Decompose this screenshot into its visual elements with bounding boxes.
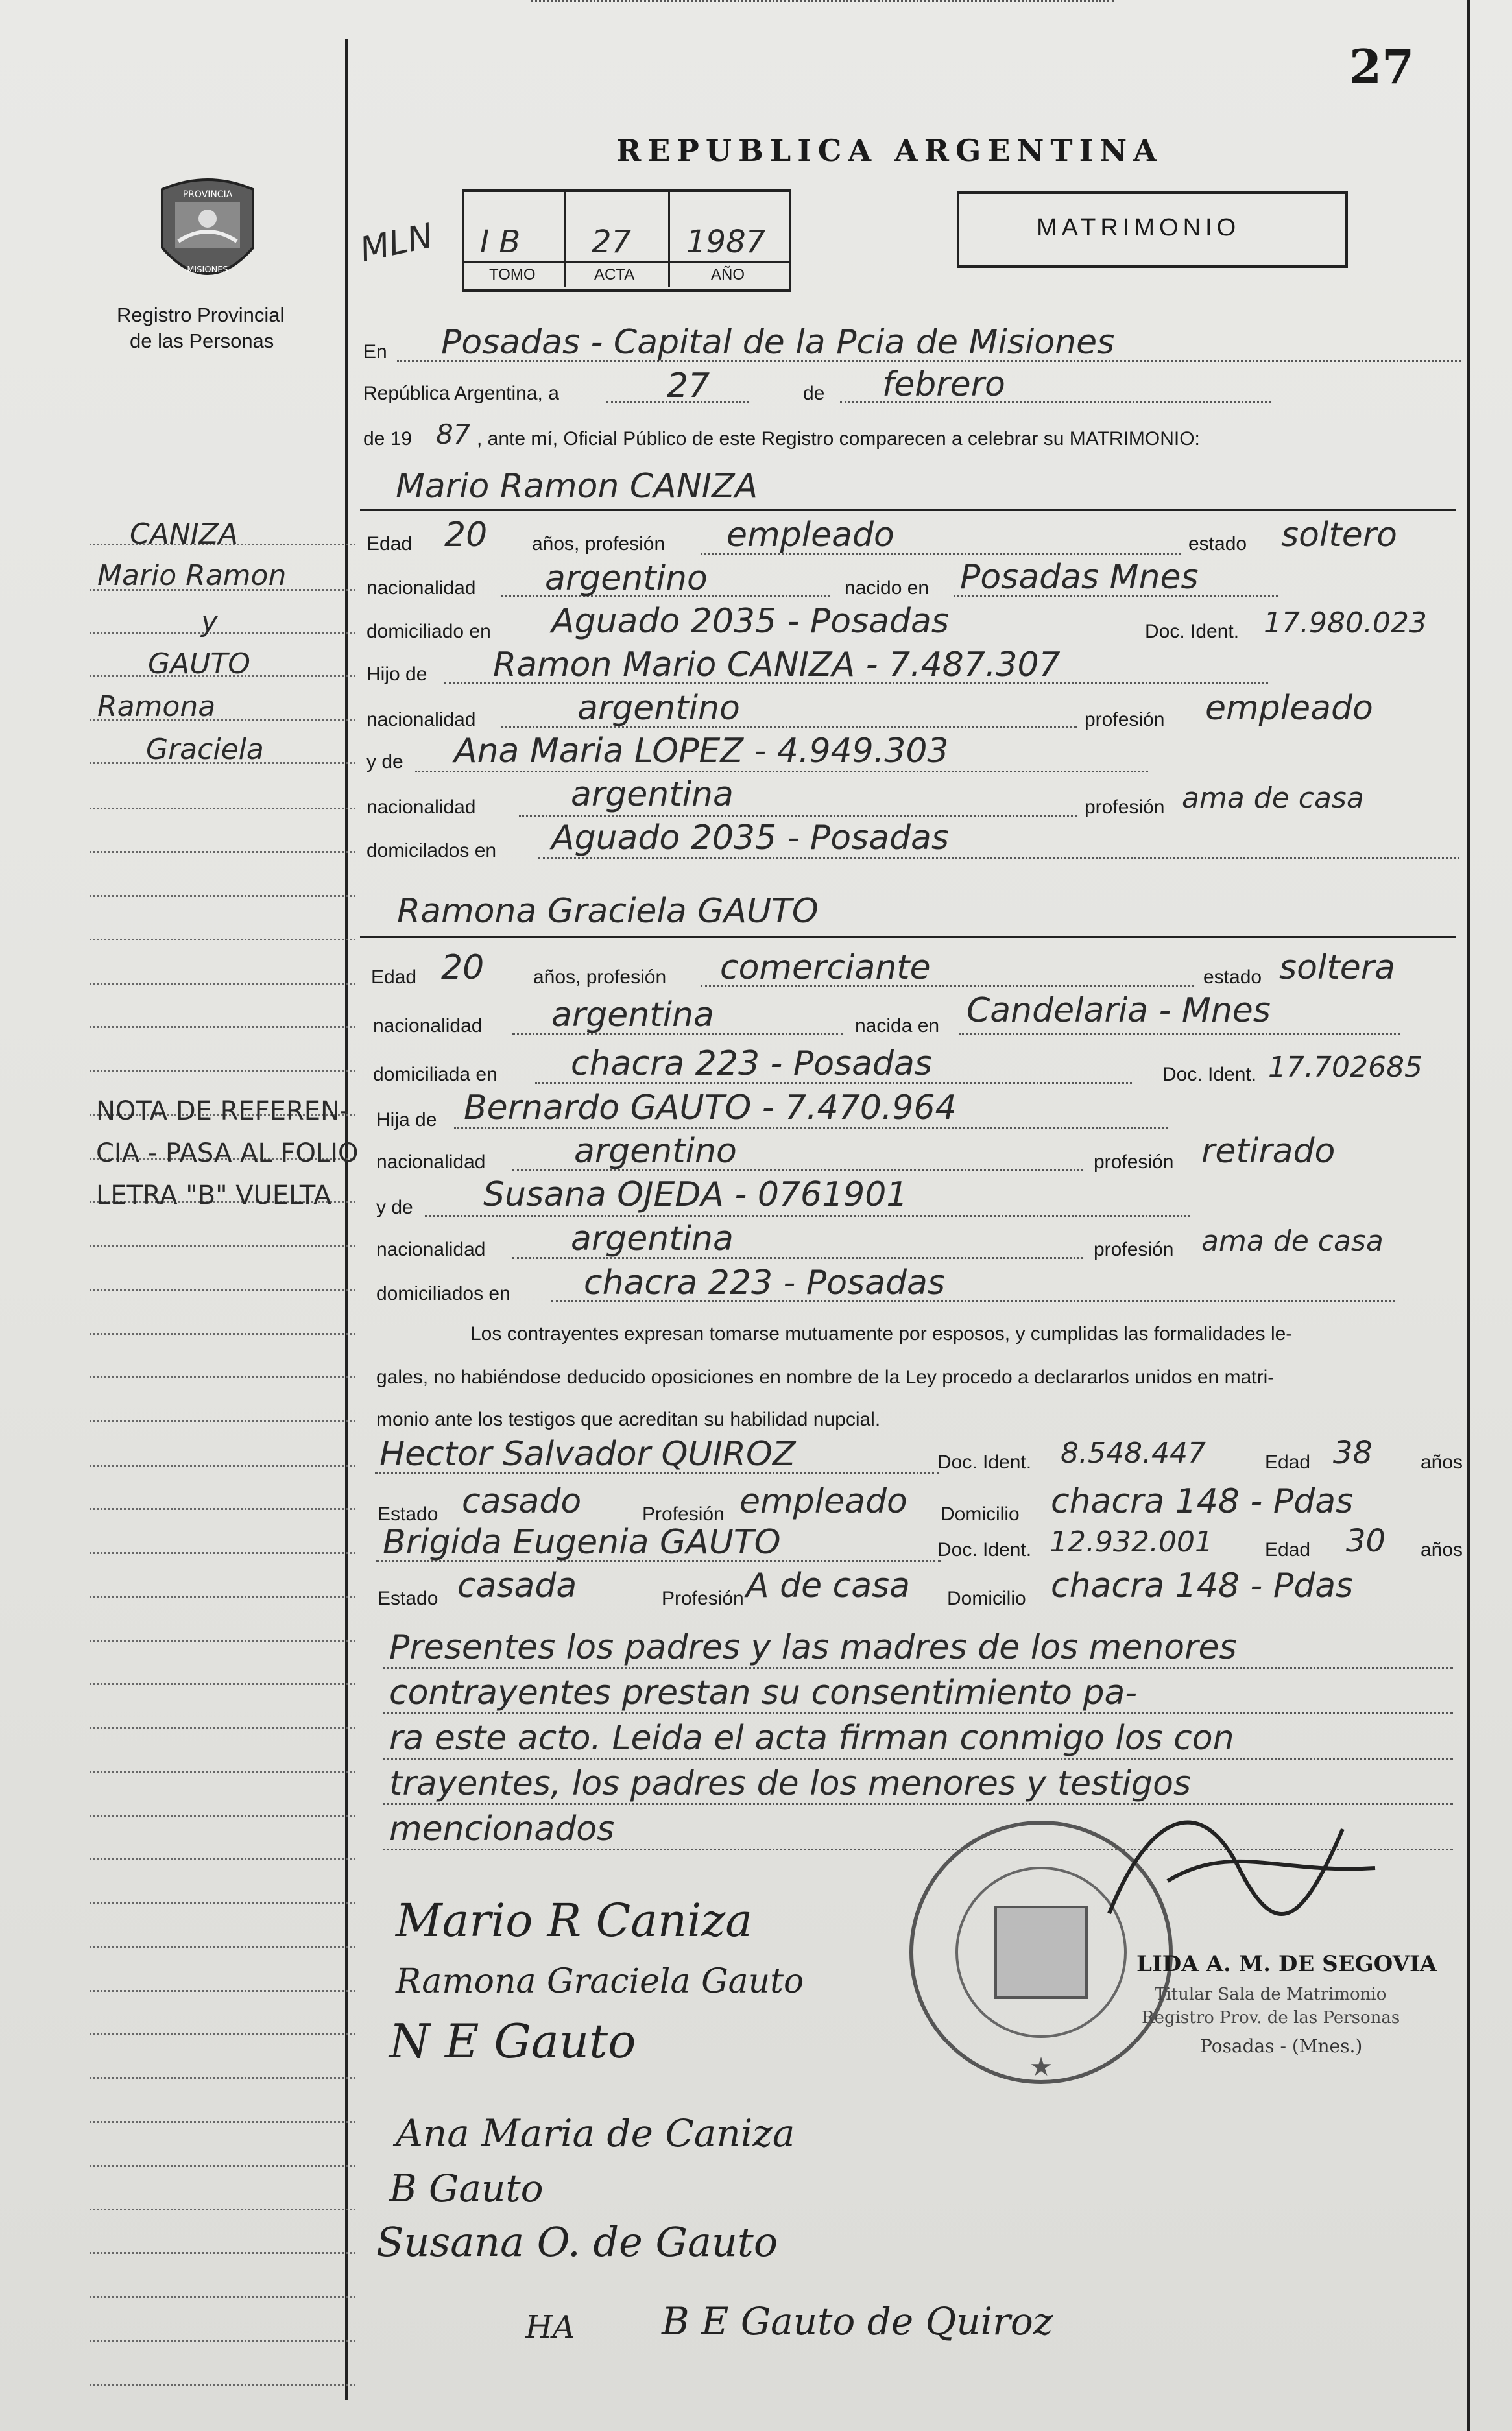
bride-profession: comerciante	[720, 948, 931, 987]
groom-nat-label: nacionalidad	[366, 577, 476, 599]
groom-address: Aguado 2035 - Posadas	[551, 602, 950, 641]
province-seal-icon	[149, 170, 266, 300]
witness2-profession: A de casa	[746, 1566, 911, 1605]
de-label: de	[803, 383, 825, 404]
bride-y-de-label: y de	[376, 1197, 413, 1218]
groom-anos-label: años, profesión	[532, 533, 666, 555]
bride-mother-nat-label: nacionalidad	[376, 1239, 486, 1260]
margin-surname1: CANIZA	[130, 518, 238, 551]
bride-doc-label: Doc. Ident.	[1162, 1064, 1257, 1085]
groom-doc: 17.980.023	[1264, 606, 1427, 640]
groom-edad-label: Edad	[366, 533, 413, 555]
officer-line4: Posadas - (Mnes.)	[1200, 2035, 1363, 2057]
witness2-doc-label: Doc. Ident.	[937, 1539, 1032, 1561]
bride-doc: 17.702685	[1268, 1051, 1422, 1084]
notes-line4: trayentes, los padres de los menores y testigos	[389, 1764, 1191, 1803]
witness1-estado-label: Estado	[378, 1503, 438, 1525]
registry-line2: de las Personas	[130, 329, 274, 352]
bride-father-nat-label: nacionalidad	[376, 1151, 486, 1173]
day: 27	[667, 366, 710, 405]
witness2-status: casada	[457, 1566, 577, 1605]
margin-first1: Mario Ramon	[97, 559, 287, 592]
witness1-edad-label: Edad	[1265, 1452, 1311, 1473]
tomo-value: I B	[480, 224, 521, 260]
notes-line3: ra este acto. Leida el acta firman conmigo los con	[389, 1719, 1234, 1758]
signature-witness1: N E Gauto	[389, 2014, 636, 2068]
groom-estado-label: estado	[1188, 533, 1247, 555]
bride-father: Bernardo GAUTO - 7.470.964	[464, 1088, 957, 1127]
witness1-prof-label: Profesión	[642, 1503, 725, 1525]
groom-age: 20	[444, 516, 488, 555]
intro-text: , ante mí, Oficial Público de este Registro comparecen a celebrar su MATRIMONIO:	[477, 428, 1200, 449]
margin-y: y	[201, 605, 219, 638]
witness1-address: chacra 148 - Pdas	[1051, 1482, 1354, 1521]
witness2-doc: 12.932.001	[1050, 1526, 1213, 1559]
signature-initials: HA	[525, 2309, 575, 2345]
margin-first2b: Graciela	[146, 733, 264, 766]
margin-divider	[345, 39, 348, 2400]
seal-top-text: PROVINCIA	[182, 189, 233, 200]
tomo-label: TOMO	[489, 266, 536, 283]
witness2-anos-label: años	[1421, 1539, 1463, 1561]
groom-mother-nationality: argentina	[571, 775, 734, 814]
witness1-anos-label: años	[1421, 1452, 1463, 1473]
groom-parents-address: Aguado 2035 - Posadas	[551, 819, 950, 857]
groom-birthplace: Posadas Mnes	[960, 558, 1199, 597]
bride-mother: Susana OJEDA - 0761901	[483, 1175, 908, 1214]
bride-edad-label: Edad	[371, 966, 417, 988]
notes-line5: mencionados	[389, 1810, 615, 1849]
groom-nacido-label: nacido en	[845, 577, 930, 599]
bride-nationality: argentina	[551, 996, 714, 1035]
registry-line1: Registro Provincial	[117, 304, 285, 326]
groom-mother: Ana Maria LOPEZ - 4.949.303	[454, 732, 949, 771]
bride-hija-label: Hija de	[376, 1109, 437, 1131]
groom-father-prof-label: profesión	[1085, 709, 1165, 730]
witness1-status: casado	[462, 1482, 582, 1521]
declaration-line2: gales, no habiéndose deducido oposiciones en nombre de la Ley procedo a declararlos unidos en matri-	[376, 1367, 1275, 1388]
margin-note2: CIA - PASA AL FOLIO	[96, 1138, 359, 1168]
witness1-profession: empleado	[739, 1482, 907, 1521]
bride-domiciliados-label: domiciliados en	[376, 1283, 510, 1304]
acta-label: ACTA	[594, 266, 635, 283]
officer-name: LIDA A. M. DE SEGOVIA	[1136, 1951, 1437, 1977]
bride-nat-label: nacionalidad	[373, 1015, 483, 1036]
groom-hijo-label: Hijo de	[366, 664, 427, 685]
witness1-dom-label: Domicilio	[941, 1503, 1020, 1525]
witness2-name: Brigida Eugenia GAUTO	[383, 1523, 781, 1562]
witness2-address: chacra 148 - Pdas	[1051, 1566, 1354, 1605]
groom-father-nat-label: nacionalidad	[366, 709, 476, 730]
month: febrero	[882, 365, 1005, 404]
bride-mother-nationality: argentina	[571, 1219, 734, 1258]
groom-civil-status: soltero	[1281, 516, 1397, 555]
bride-full-name: Ramona Graciela GAUTO	[397, 892, 819, 931]
groom-mother-profession: ama de casa	[1182, 782, 1364, 815]
witness1-name: Hector Salvador QUIROZ	[379, 1435, 796, 1474]
acta-value: 27	[592, 224, 632, 260]
signature-bride-father: B Gauto	[389, 2166, 544, 2210]
margin-surname2: GAUTO	[148, 647, 250, 680]
bride-mother-prof-label: profesión	[1094, 1239, 1174, 1260]
declaration-line3: monio ante los testigos que acreditan su habilidad nupcial.	[376, 1409, 881, 1430]
witness1-age: 38	[1333, 1435, 1373, 1471]
bride-dom-label: domiciliada en	[373, 1064, 498, 1085]
signature-groom: Mario R Caniza	[396, 1894, 752, 1947]
groom-domiciliados-label: domicilados en	[366, 840, 497, 861]
groom-full-name: Mario Ramon CANIZA	[396, 467, 758, 506]
ano-label: AÑO	[711, 266, 745, 283]
witness2-edad-label: Edad	[1265, 1539, 1311, 1561]
margin-first2a: Ramona	[97, 690, 216, 723]
republica-label: República Argentina, a	[363, 383, 559, 404]
witness2-dom-label: Domicilio	[947, 1588, 1026, 1609]
groom-father-nationality: argentino	[577, 689, 740, 728]
signature-bride: Ramona Graciela Gauto	[396, 1962, 804, 2001]
bride-mother-profession: ama de casa	[1201, 1225, 1384, 1258]
mln-note: MLN	[356, 216, 437, 270]
bride-father-nationality: argentino	[574, 1132, 737, 1171]
witness2-prof-label: Profesión	[662, 1588, 744, 1609]
declaration-line1: Los contrayentes expresan tomarse mutuamente por esposos, y cumplidas las formalidades le-	[470, 1323, 1293, 1345]
groom-nationality: argentino	[545, 559, 708, 598]
groom-father: Ramon Mario CANIZA - 7.487.307	[493, 645, 1061, 684]
bride-estado-label: estado	[1203, 966, 1262, 988]
groom-mother-prof-label: profesión	[1085, 796, 1165, 818]
notes-line2: contrayentes prestan su consentimiento pa-	[389, 1673, 1138, 1712]
bride-father-prof-label: profesión	[1094, 1151, 1174, 1173]
page-number: 27	[1349, 39, 1415, 94]
bride-parents-address: chacra 223 - Posadas	[584, 1263, 945, 1302]
witness1-doc-label: Doc. Ident.	[937, 1452, 1032, 1473]
right-border	[1467, 0, 1470, 2431]
signature-bride-mother: Susana O. de Gauto	[376, 2218, 778, 2266]
signature-groom-mother: Ana Maria de Caniza	[396, 2111, 795, 2155]
officer-signature-icon	[1070, 1751, 1395, 1946]
bride-birthplace: Candelaria - Mnes	[966, 991, 1271, 1030]
year-prefix: de 19	[363, 428, 413, 449]
margin-note1: NOTA DE REFEREN-	[96, 1096, 350, 1126]
officer-line3: Registro Prov. de las Personas	[1142, 2008, 1400, 2028]
groom-father-profession: empleado	[1205, 689, 1373, 728]
margin-note3: LETRA "B" VUELTA	[96, 1180, 331, 1210]
svg-text:★: ★	[1029, 2053, 1053, 2081]
year-suffix: 87	[436, 418, 471, 450]
witness2-age: 30	[1346, 1523, 1386, 1559]
signature-witness2: B E Gauto de Quiroz	[662, 2299, 1053, 2343]
en-label: En	[363, 341, 387, 363]
bride-civil-status: soltera	[1279, 948, 1395, 987]
bride-anos-label: años, profesión	[533, 966, 667, 988]
witness1-doc: 8.548.447	[1061, 1437, 1206, 1470]
groom-doc-label: Doc. Ident.	[1145, 621, 1240, 642]
groom-y-de-label: y de	[366, 751, 403, 772]
bride-age: 20	[441, 948, 485, 987]
notes-line1: Presentes los padres y las madres de los menores	[389, 1628, 1237, 1667]
bride-nacida-label: nacida en	[855, 1015, 940, 1036]
bride-address: chacra 223 - Posadas	[571, 1044, 932, 1083]
document-type: MATRIMONIO	[1037, 214, 1241, 241]
country-title: REPUBLICA ARGENTINA	[616, 133, 1163, 168]
seal-bottom-text: MISIONES	[187, 265, 228, 275]
officer-line2: Titular Sala de Matrimonio	[1155, 1985, 1387, 2004]
place: Posadas - Capital de la Pcia de Misiones	[441, 323, 1115, 362]
groom-mother-nat-label: nacionalidad	[366, 796, 476, 818]
witness2-estado-label: Estado	[378, 1588, 438, 1609]
groom-dom-label: domiciliado en	[366, 621, 491, 642]
bride-father-profession: retirado	[1201, 1132, 1336, 1171]
ano-value: 1987	[686, 224, 766, 260]
groom-profession: empleado	[726, 516, 894, 555]
